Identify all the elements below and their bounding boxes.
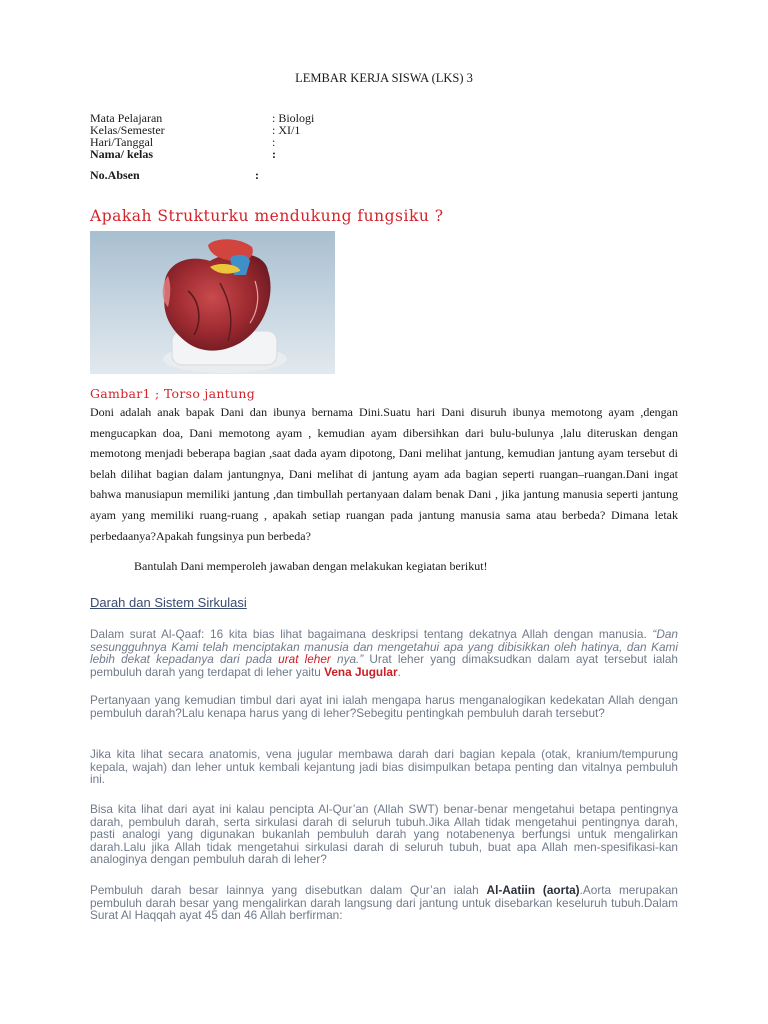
highlight-aorta: Al-Aatiin (aorta) <box>486 883 580 897</box>
text-run: “Dan sesungguhnya Kami telah menciptakan manusia dan mengetahui apa yang dibisikkan oleh hatinya, dan Kami lebih dekat kepadanya dari pada <box>90 627 678 667</box>
field-label: Kelas/Semester <box>90 123 165 137</box>
text-run: Pembuluh darah besar lainnya yang disebutkan dalam Qur’an ialah <box>90 883 487 897</box>
section-heading: Apakah Strukturku mendukung fungsiku ? <box>90 207 444 225</box>
field-value: : <box>272 147 276 161</box>
field-label: No.Absen <box>90 168 140 182</box>
paragraph-aorta <box>90 884 678 922</box>
field-value: : <box>255 168 259 182</box>
field-value: : XI/1 <box>272 123 301 137</box>
paragraph-anatomy: Jika kita lihat secara anatomis, vena jugular membawa darah dari bagian kepala (otak, kranium/tempurung kepala, wajah) dan leher untuk kembali kejantung jadi bias disimpulkan betapa penting dan vitalnya pembuluh ini. <box>90 747 678 787</box>
paragraph-question: Pertanyaan yang kemudian timbul dari ayat ini ialah mengapa harus menganalogikan kedekatan Allah dengan pembuluh darah?Lalu kenapa harus yang di leher?Sebegitu pentingkah pembuluh darah tersebut? <box>90 693 678 720</box>
subheading: Darah dan Sistem Sirkulasi <box>90 595 247 610</box>
field-label: Nama/ kelas <box>90 147 153 161</box>
text-run: .Aorta merupakan pembuluh darah besar yang mengalirkan darah langsung dari jantung untuk disebarkan keseluruh tubuh.Dalam Surat Al Haqqah ayat 45 dan 46 Allah berfirman: <box>90 883 678 923</box>
field-value: : Biologi <box>272 111 315 125</box>
highlight-urat-leher: urat leher <box>278 652 331 667</box>
field-name-class <box>90 148 276 160</box>
text-run: Urat leher yang dimaksudkan dalam ayat tersebut ialah pembuluh darah yang terdapat di leher yaitu <box>90 652 678 679</box>
instruction-text: Bantulah Dani memperoleh jawaban dengan melakukan kegiatan berikut! <box>134 559 488 573</box>
field-value: : <box>272 135 276 149</box>
heart-model-photo <box>90 231 335 374</box>
figure-caption: Gambar1 ; Torso jantung <box>90 386 256 401</box>
story-paragraph: Doni adalah anak bapak Dani dan ibunya bernama Dini.Suatu hari Dani disuruh ibunya memotong ayam ,dengan mengucapkan doa, Dani memotong ayam , kemudian ayam dibersihkan dari bulu-bulunya ,lalu diteruskan dengan memotong menjadi beberapa bagian ,saat dada ayam dipotong, Dani melihat jantung, kemudian jantung ayam tersebut di belah dilihat bagian dalam jantungnya, Dani melihat di jantung ayam ada bagian seperti ruangan–ruangan.Dani ingat bahwa manusiapun memiliki jantung ,dan timbullah pertanyaan dalam benak Dani , jika jantung manusia seperti jantung ayam yang memiliki ruang-ruang , apakah setiap ruangan pada jantung manusia sama atau berbeda? Dimana letak perbedaanya?Apakah fungsinya pun berbeda? <box>90 405 678 543</box>
field-label: Hari/Tanggal <box>90 135 154 149</box>
field-label: Mata Pelajaran <box>90 111 163 125</box>
heart-model-illustration <box>90 231 335 374</box>
text-run: . <box>397 664 401 679</box>
paragraph-qaaf <box>90 628 678 678</box>
field-attendance-number <box>90 169 259 181</box>
text-run: Dalam surat Al-Qaaf: 16 kita bias lihat bagaimana deskripsi tentang dekatnya Allah dengan manusia. <box>90 627 653 641</box>
text-run: nya.” <box>330 652 364 667</box>
page-title: LEMBAR KERJA SISWA (LKS) 3 <box>295 71 473 85</box>
highlight-vena-jugular: Vena Jugular <box>324 664 398 679</box>
paragraph-quran-knowledge: Bisa kita lihat dari ayat ini kalau pencipta Al-Qur’an (Allah SWT) benar-benar mengetahui betapa pentingnya darah, pembuluh darah, serta sirkulasi darah di seluruh tubuh.Jika Allah tidak mengetahui pentingnya darah, pasti analogi yang digunakan bukanlah pembuluh darah yang notabenenya berfungsi untuk mengalirkan darah.Lalu jika Allah tidak mengetahui sirkulasi darah di seluruh tubuh, buat apa Allah men-spesifikasi-kan analoginya dengan pembuluh darah di leher? <box>90 802 678 867</box>
